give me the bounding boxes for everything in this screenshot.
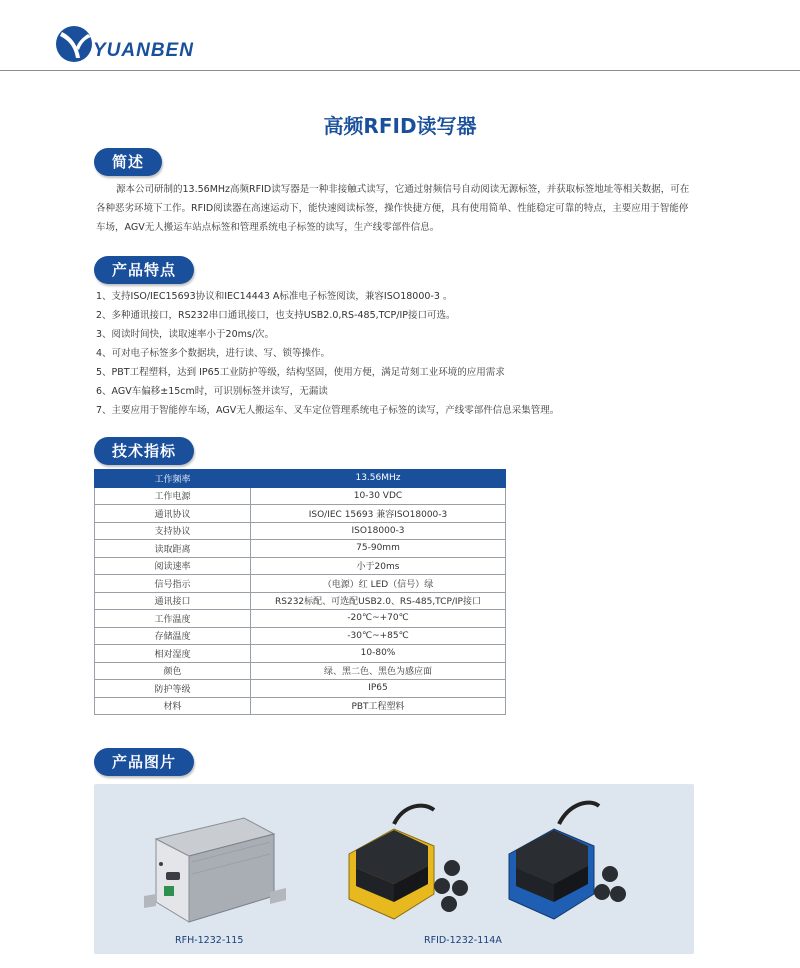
spec-value: PBT工程塑料: [251, 697, 506, 715]
section-overview-badge: 简述: [94, 148, 162, 176]
table-row: [95, 610, 506, 628]
photo-caption-antenna: RFID-1232-114A: [424, 935, 502, 946]
page-header: [0, 0, 800, 72]
spec-value: 小于20ms: [251, 557, 506, 575]
spec-value: 10-30 VDC: [251, 487, 506, 505]
spec-value: -20℃~+70℃: [251, 610, 506, 628]
photo-caption-reader: RFH-1232-115: [175, 935, 244, 946]
feature-item: 7、主要应用于智能停车场，AGV无人搬运车、叉车定位管理系统电子标签的读写，产线零部件信息采集管理。: [96, 405, 560, 416]
table-row: [95, 505, 506, 523]
table-row: [95, 522, 506, 540]
page-title: 高频RFID读写器: [323, 114, 477, 138]
spec-value: RS232标配、可选配USB2.0、RS-485,TCP/IP接口: [251, 592, 506, 610]
feature-item: 6、AGV车偏移±15cm时，可识别标签并读写，无漏读: [96, 386, 328, 397]
spec-table: [94, 469, 506, 715]
overview-line: 源本公司研制的13.56MHz高频RFID读写器是一种非接触式读写，它通过射频信号自动阅读无源标签，并获取标签地址等: [116, 184, 623, 195]
table-row: [95, 487, 506, 505]
spec-value: IP65: [251, 680, 506, 698]
table-row: [95, 680, 506, 698]
table-row: [95, 645, 506, 663]
spec-value: -30℃~+85℃: [251, 627, 506, 645]
feature-item: 2、多种通讯接口，RS232串口通讯接口，也支持USB2.0,RS-485,TCP/IP接口可选。: [96, 310, 456, 321]
spec-value: 13.56MHz: [251, 470, 506, 488]
feature-item: 1、支持ISO/IEC15693协议和IEC14443 A标准电子标签阅读，兼容ISO18000-3 。: [96, 291, 453, 302]
spec-key: 颜色: [95, 662, 251, 680]
spec-key: 信号指示: [95, 575, 251, 593]
spec-value: 10-80%: [251, 645, 506, 663]
blue-antenna-image: [509, 803, 626, 919]
spec-value: 75-90mm: [251, 540, 506, 558]
spec-key: 工作电源: [95, 487, 251, 505]
table-row: [95, 697, 506, 715]
reader-box-image: [144, 818, 286, 922]
yuanben-logo-icon: [54, 24, 94, 64]
spec-key: 存储温度: [95, 627, 251, 645]
table-row: [95, 662, 506, 680]
overview-line: 相关数据，可在各种恶劣环境下工作。RFID阅读器在高速运动下，能快速阅读标签，操作快捷方便，具有使用简单、性能稳定可: [96, 184, 690, 214]
spec-value: （电源）红 LED（信号）绿: [251, 575, 506, 593]
spec-key: 读取距离: [95, 540, 251, 558]
table-row: [95, 557, 506, 575]
table-row: [95, 627, 506, 645]
feature-item: 4、可对电子标签多个数据块，进行读、写、锁等操作。: [96, 348, 331, 359]
spec-key: 阅读速率: [95, 557, 251, 575]
brand-name: YUANBEN: [93, 40, 194, 61]
section-features-badge: 产品特点: [94, 256, 194, 284]
spec-key: 通讯接口: [95, 592, 251, 610]
product-photo-panel: [94, 784, 694, 954]
spec-value: ISO/IEC 15693 兼容ISO18000-3: [251, 505, 506, 523]
spec-key: 防护等级: [95, 680, 251, 698]
section-photos-badge: 产品图片: [94, 748, 194, 776]
spec-key: 支持协议: [95, 522, 251, 540]
table-row: [95, 575, 506, 593]
feature-item: 3、阅读时间快，读取速率小于20ms/次。: [96, 329, 275, 340]
overview-paragraph: [96, 180, 694, 237]
spec-key: 通讯协议: [95, 505, 251, 523]
table-row: [95, 540, 506, 558]
yellow-antenna-image: [349, 806, 468, 919]
product-photos-illustration: [94, 784, 694, 954]
feature-list: [96, 287, 696, 420]
header-divider: [0, 70, 800, 71]
feature-item: 5、PBT工程塑料，达到 IP65工业防护等级，结构坚固，使用方便，满足苛刻工业环境的应用需求: [96, 367, 505, 378]
spec-key: 工作频率: [95, 470, 251, 488]
spec-key: 材料: [95, 697, 251, 715]
spec-value: ISO18000-3: [251, 522, 506, 540]
spec-value: 绿、黑二色、黑色为感应面: [251, 662, 506, 680]
table-row: [95, 470, 506, 488]
overview-line: 靠的特点，主要应用于智能停车场，AGV无人搬运车站点标签和管理系统电子标签的读写，生产线零部件信息。: [96, 203, 689, 233]
section-specs-badge: 技术指标: [94, 437, 194, 465]
spec-key: 工作温度: [95, 610, 251, 628]
table-row: [95, 592, 506, 610]
spec-key: 相对湿度: [95, 645, 251, 663]
